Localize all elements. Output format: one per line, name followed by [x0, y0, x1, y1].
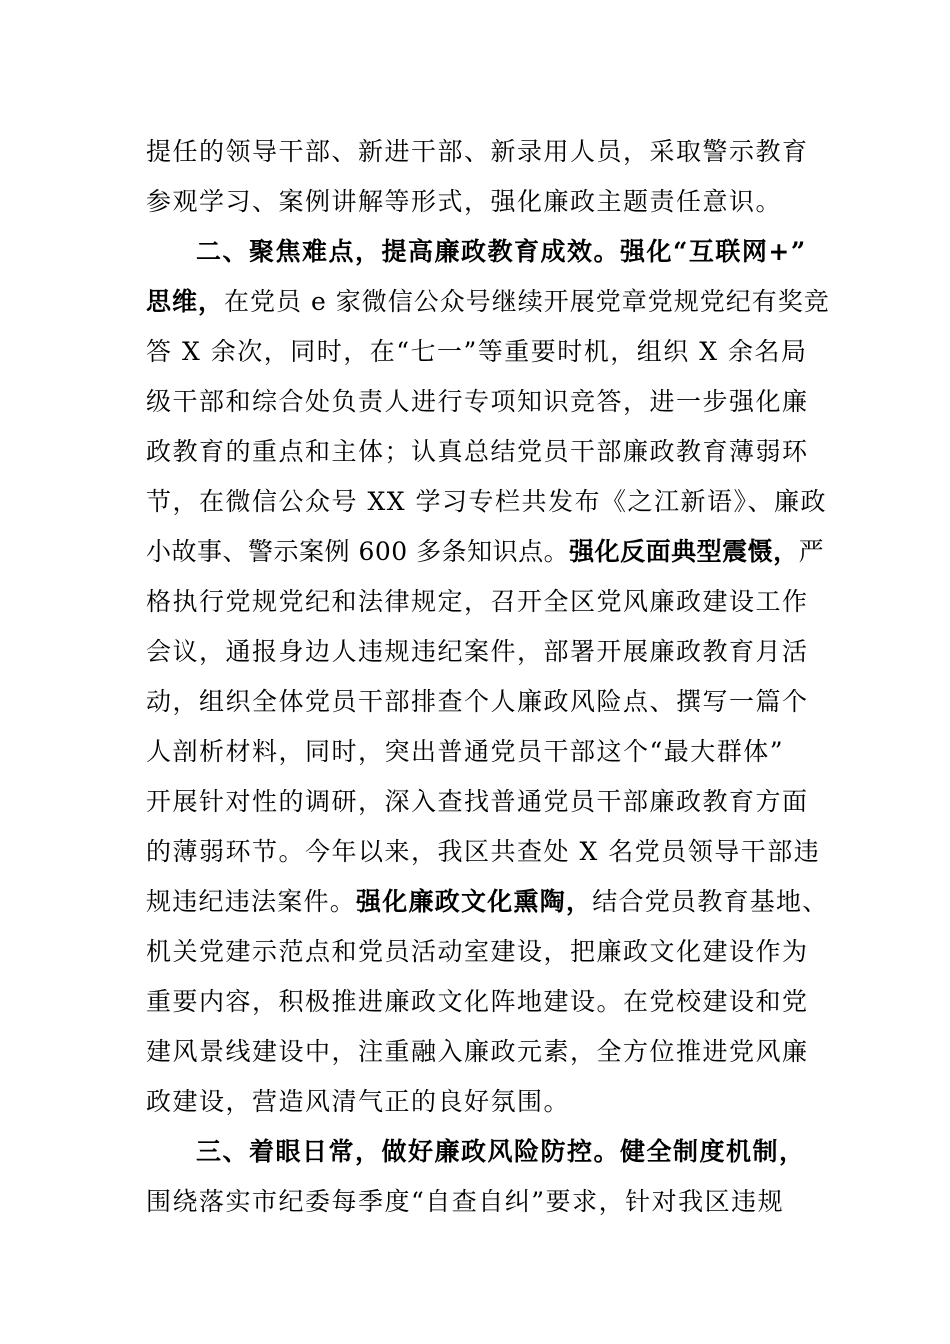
bold-lead: 强化反面典型震慑， [569, 537, 799, 566]
text-line [146, 532, 824, 572]
text-line: 的薄弱环节。今年以来，我区共查处 X 名党员领导干部违 [146, 837, 821, 866]
text-line: 重要内容，积极推进廉政文化阵地建设。在党校建设和党 [146, 987, 809, 1016]
text-line [146, 882, 829, 922]
text-run: 规违纪违法案件。 [146, 887, 357, 916]
bold-lead: 思维， [146, 287, 225, 316]
text-line: 围绕落实市纪委每季度“自查自纠”要求，针对我区违规 [146, 1187, 785, 1216]
text-line: 人剖析材料，同时，突出普通党员干部这个“最大群体” [146, 737, 785, 766]
text-line: 会议，通报身边人违规违纪案件，部署开展廉政教育月活 [146, 637, 809, 666]
text-run: 在党员 e 家微信公众号继续开展党章党规党纪有奖竞 [224, 287, 830, 316]
text-run: 严 [798, 537, 825, 566]
section-heading: 二、聚焦难点，提高廉政教育成效。强化“互联网+” [196, 237, 807, 266]
text-line: 答 X 余次，同时，在“七一”等重要时机，组织 X 余名局 [146, 337, 808, 366]
text-line: 参观学习、案例讲解等形式，强化廉政主题责任意识。 [146, 187, 783, 216]
section-heading-line [196, 1132, 806, 1172]
text-run: 小故事、警示案例 600 多条知识点。 [146, 537, 570, 566]
text-line: 政教育的重点和主体；认真总结党员干部廉政教育薄弱环 [146, 437, 809, 466]
text-line: 节，在微信公众号 XX 学习专栏共发布《之江新语》、廉政 [146, 487, 827, 516]
text-line: 级干部和综合处负责人进行专项知识竞答，进一步强化廉 [146, 387, 809, 416]
section-heading-line [196, 232, 807, 272]
text-line: 机关党建示范点和党员活动室建设，把廉政文化建设作为 [146, 937, 809, 966]
text-line: 建风景线建设中，注重融入廉政元素，全方位推进党风廉 [146, 1037, 809, 1066]
text-line: 提任的领导干部、新进干部、新录用人员，采取警示教育 [146, 137, 809, 166]
text-line: 格执行党规党纪和法律规定，召开全区党风廉政建设工作 [146, 587, 809, 616]
text-line: 动，组织全体党员干部排查个人廉政风险点、撰写一篇个 [146, 687, 809, 716]
text-line: 开展针对性的调研，深入查找普通党员干部廉政教育方面 [146, 787, 809, 816]
section-heading: 三、着眼日常，做好廉政风险防控。健全制度机制， [196, 1137, 806, 1166]
text-line: 政建设，营造风清气正的良好氛围。 [146, 1087, 571, 1116]
text-line [146, 282, 830, 322]
text-run: 结合党员教育基地、 [592, 887, 829, 916]
bold-lead: 强化廉政文化熏陶， [356, 887, 593, 916]
